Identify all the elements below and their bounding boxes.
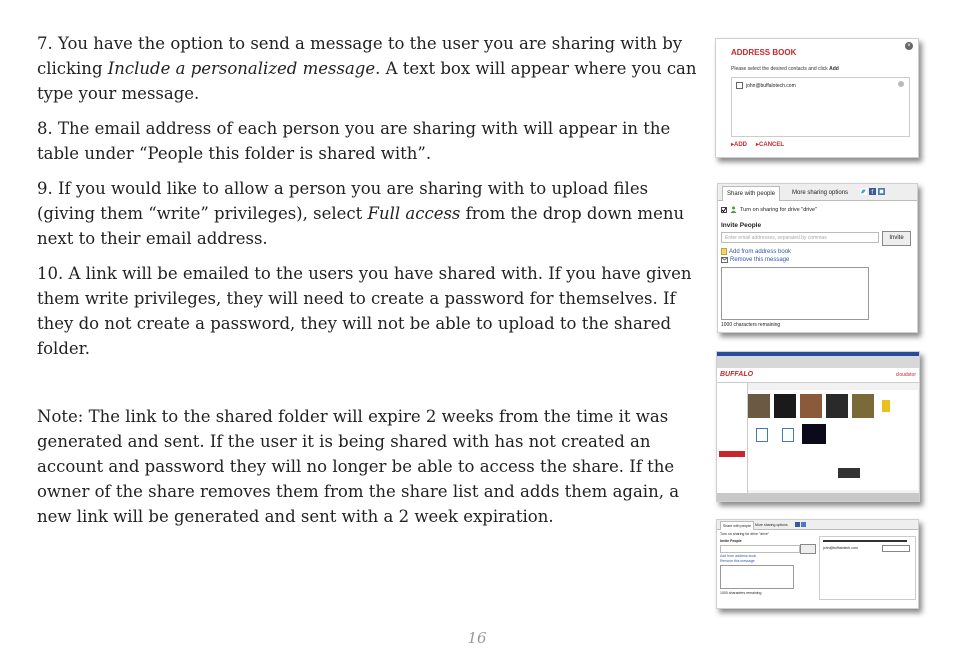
message-icon — [721, 257, 728, 263]
status-bar — [717, 493, 919, 501]
paragraph-text: 7. You have the option to send a message to the user you are sharing with by clicking — [37, 34, 683, 78]
close-icon[interactable]: × — [905, 42, 913, 50]
contact-row[interactable] — [736, 82, 796, 89]
document-icon[interactable] — [782, 428, 794, 442]
paragraph-7 — [37, 31, 697, 106]
address-book-instruction — [731, 66, 839, 72]
tooltip-popup — [838, 468, 860, 478]
cloudstor-logo: cloudstor — [895, 372, 916, 378]
address-book-screenshot — [715, 38, 919, 158]
sharing-toggle[interactable] — [721, 206, 817, 213]
remove-message-label: Remove this message — [730, 257, 790, 263]
share-icon[interactable] — [878, 188, 885, 195]
photo-thumbnail[interactable] — [748, 394, 770, 418]
browser-screenshot — [716, 351, 920, 502]
invite-email-input[interactable] — [720, 545, 800, 553]
svg-text:f: f — [871, 189, 874, 195]
shared-people-panel — [819, 536, 916, 600]
content-area — [748, 390, 918, 490]
document-icon[interactable] — [756, 428, 768, 442]
characters-remaining: 1000 characters remaining — [721, 322, 781, 328]
access-level-dropdown[interactable] — [882, 545, 910, 552]
personal-message-textarea[interactable] — [720, 565, 794, 589]
facebook-icon[interactable] — [869, 188, 876, 195]
address-book-title: ADDRESS BOOK — [731, 48, 797, 57]
photo-thumbnail[interactable] — [852, 394, 874, 418]
tab-more-sharing-options[interactable]: More sharing options — [755, 523, 788, 527]
browser-toolbar — [717, 356, 919, 368]
facebook-icon[interactable] — [795, 522, 800, 527]
instruction-bold: Add — [829, 66, 839, 72]
shared-people-screenshot — [716, 519, 919, 609]
contact-checkbox[interactable] — [736, 82, 743, 89]
add-button-label: ADD — [734, 142, 748, 148]
photo-thumbnail[interactable] — [774, 394, 796, 418]
site-header — [717, 368, 919, 383]
address-book-icon — [721, 248, 727, 255]
add-from-book-label: Add from address book — [729, 248, 792, 255]
paragraph-8 — [37, 116, 697, 166]
address-book-actions — [731, 141, 784, 148]
tab-share-with-people[interactable]: Share with people — [722, 186, 780, 201]
checkbox-checked-icon[interactable] — [721, 207, 727, 213]
sidebar — [717, 383, 748, 493]
invite-heading: Invite People — [720, 539, 742, 543]
invite-button[interactable] — [800, 544, 816, 554]
twitter-icon[interactable] — [860, 188, 867, 195]
folder-icon[interactable] — [882, 400, 890, 412]
contact-list — [731, 77, 910, 137]
share-person-icon — [730, 206, 737, 213]
add-button[interactable]: ▸ADD — [731, 142, 748, 148]
paragraph-text: 9. If you would like to allow a person you are sharing with to upload files (giving them “write” privileges), select — [37, 179, 649, 223]
remove-message-link[interactable] — [721, 257, 789, 263]
cancel-button[interactable]: ▸CANCEL — [756, 142, 785, 148]
add-from-address-book-link[interactable] — [721, 248, 791, 255]
sharing-toggle[interactable]: Turn on sharing for drive "drive" — [720, 532, 770, 536]
social-icons — [860, 188, 885, 195]
contact-email: john@buffalotech.com — [746, 82, 796, 89]
note-paragraph: Note: The link to the shared folder will expire 2 weeks from the time it was generated and sent. If the user it is being shared with has not created an account and password they will no longer be able to access the share. If the owner of the share removes them from the share list and adds them again, a new link will be generated and sent with a 2 week expiration. — [37, 407, 680, 526]
paragraph-text: 10. A link will be emailed to the users you have shared with. If you have given them write privileges, they will need to create a password for themselves. If they do not create a password, they will not be able to upload to the shared folder. — [37, 264, 692, 358]
remove-message-link[interactable]: Remove this message — [720, 559, 755, 563]
add-from-address-book-link[interactable]: Add from address book — [720, 554, 757, 558]
video-thumbnail[interactable] — [802, 424, 826, 444]
invite-heading: Invite People — [721, 222, 762, 229]
invite-button[interactable]: Invite — [882, 231, 911, 246]
share-panel-screenshot — [717, 183, 918, 333]
remove-contact-icon[interactable] — [898, 81, 904, 87]
instruction-text: Please select the desired contacts and click — [731, 66, 830, 72]
tab-more-sharing-options[interactable]: More sharing options — [792, 190, 849, 196]
sharing-toggle-label: Turn on sharing for drive "drive" — [740, 206, 818, 213]
personal-message-textarea[interactable] — [721, 267, 869, 320]
page-number: 16 — [467, 629, 487, 647]
photo-thumbnail[interactable] — [826, 394, 848, 418]
share-icon[interactable] — [801, 522, 806, 527]
paragraph-10 — [37, 261, 697, 361]
invite-email-input[interactable]: Enter email addresses, separated by commas — [721, 232, 879, 243]
buffalo-logo: BUFFALO — [720, 371, 754, 378]
sidebar-highlight — [719, 451, 745, 457]
share-tabs — [718, 184, 917, 201]
shared-person-email: john@buffalotech.com — [823, 546, 858, 550]
share-tabs-small — [717, 520, 918, 530]
paragraph-9 — [37, 176, 697, 251]
emphasis-text: Full access — [367, 204, 461, 223]
cancel-button-label: CANCEL — [759, 142, 785, 148]
shared-people-heading-bar — [823, 540, 907, 542]
tab-share-with-people[interactable]: Share with people — [720, 521, 754, 530]
body-text — [37, 31, 697, 539]
emphasis-text: Include a personalized message — [107, 59, 376, 78]
characters-remaining: 1000 characters remaining — [720, 591, 762, 595]
paragraph-text: 8. The email address of each person you are sharing with will appear in the table under “People this folder is shared with”. — [37, 119, 671, 163]
paragraph-text: from the drop down menu next to their email address. — [37, 204, 685, 248]
paragraph-text: . A text box will appear where you can type your message. — [37, 59, 697, 103]
photo-thumbnail[interactable] — [800, 394, 822, 418]
